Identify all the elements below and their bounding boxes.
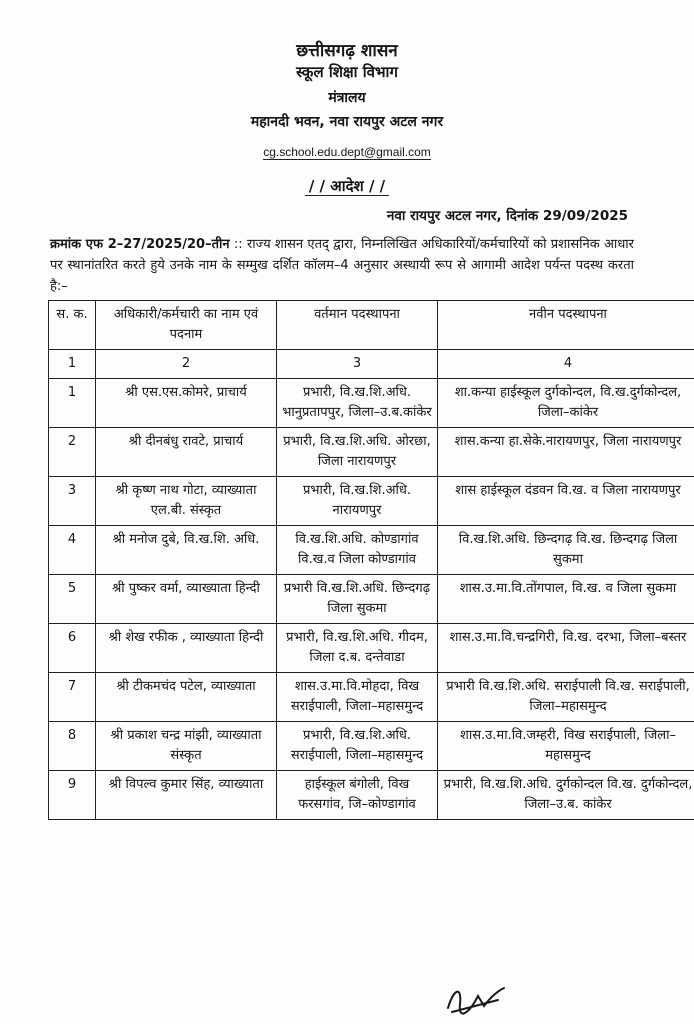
cell-current-posting: वि.ख.शि.अधि. कोण्डागांव वि.ख.व जिला कोण्डागांव <box>277 526 438 575</box>
transfer-table <box>48 300 694 820</box>
signature-mark <box>440 978 510 1018</box>
cell-sn: 2 <box>49 428 96 477</box>
table-row <box>49 526 694 575</box>
email-line <box>0 145 694 159</box>
cell-new-posting: प्रभारी, वि.ख.शि.अधि. दुर्गकोन्दल वि.ख. दुर्गकोन्दल, जिला–उ.ब. कांकेर <box>438 771 694 820</box>
table-row <box>49 771 694 820</box>
order-intro <box>50 234 634 297</box>
place-date: नवा रायपुर अटल नगर, दिनांक 29/09/2025 <box>386 208 628 224</box>
cell-name: श्री टीकमचंद पटेल, व्याख्याता <box>96 673 277 722</box>
office-address: महानदी भवन, नवा रायपुर अटल नगर <box>250 114 444 130</box>
cell-sn: 7 <box>49 673 96 722</box>
order-reference: क्रमांक एफ 2–27/2025/20–तीन <box>50 237 230 252</box>
cell-sn: 5 <box>49 575 96 624</box>
cell-new-posting: शा.कन्या हाईस्कूल दुर्गकोन्दल, वि.ख.दुर्गकोन्दल, जिला–कांकेर <box>438 379 694 428</box>
cell-current-posting: प्रभारी, वि.ख.शि.अधि. नारायणपुर <box>277 477 438 526</box>
cell-new-posting: प्रभारी वि.ख.शि.अधि. सराईपाली वि.ख. सराईपाली, जिला–महासमुन्द <box>438 673 694 722</box>
cell-sn: 6 <box>49 624 96 673</box>
table-row <box>49 477 694 526</box>
header-current-posting: वर्तमान पदस्थापना <box>277 301 438 350</box>
table-row <box>49 722 694 771</box>
cell-sn: 8 <box>49 722 96 771</box>
cell-current-posting: प्रभारी, वि.ख.शि.अधि. भानुप्रतापपुर, जिला–उ.ब.कांकेर <box>277 379 438 428</box>
cell-name: श्री दीनबंधु रावटे, प्राचार्य <box>96 428 277 477</box>
cell-name: श्री मनोज दुबे, वि.ख.शि. अधि. <box>96 526 277 575</box>
table-row <box>49 379 694 428</box>
table-row <box>49 428 694 477</box>
cell-new-posting: शास.कन्या हा.सेके.नारायणपुर, जिला नारायणपुर <box>438 428 694 477</box>
order-heading <box>0 176 694 196</box>
cell-sn: 3 <box>49 477 96 526</box>
cell-sn: 9 <box>49 771 96 820</box>
cell-current-posting: शास.उ.मा.वि.मोहदा, विख सराईपाली, जिला–महासमुन्द <box>277 673 438 722</box>
col-num-1: 1 <box>49 350 96 379</box>
department-title: स्कूल शिक्षा विभाग <box>296 63 398 81</box>
cell-name: श्री एस.एस.कोमरे, प्राचार्य <box>96 379 277 428</box>
cell-current-posting: प्रभारी, वि.ख.शि.अधि. ओरछा, जिला नारायणपुर <box>277 428 438 477</box>
cell-name: श्री कृष्ण नाथ गोटा, व्याख्याता एल.बी. संस्कृत <box>96 477 277 526</box>
column-number-row <box>49 350 694 379</box>
cell-current-posting: प्रभारी, वि.ख.शि.अधि. गीदम, जिला द.ब. दन्तेवाडा <box>277 624 438 673</box>
cell-name: श्री विपल्व कुमार सिंह, व्याख्याता <box>96 771 277 820</box>
cell-new-posting: शास हाईस्कूल दंडवन वि.ख. व जिला नारायणपुर <box>438 477 694 526</box>
government-title: छत्तीसगढ़ शासन <box>296 41 398 61</box>
order-intro-text: :: राज्य शासन एतद् द्वारा, निम्नलिखित अधिकारियों/कर्मचारियों को प्रशासनिक आधार पर स्थानांतरित करते हुये उनके नाम के सम्मुख दर्शित कॉलम–4 अनुसार अस्थायी रूप से आगामी आदेश पर्यन्त पदस्थ करता है:– <box>50 237 634 294</box>
cell-new-posting: शास.उ.मा.वि.चन्द्रगिरी, वि.ख. दरभा, जिला–बस्तर <box>438 624 694 673</box>
ministry-title: मंत्रालय <box>328 90 366 106</box>
cell-current-posting: प्रभारी वि.ख.शि.अधि. छिन्दगढ़ जिला सुकमा <box>277 575 438 624</box>
table-header-row <box>49 301 694 350</box>
cell-sn: 1 <box>49 379 96 428</box>
col-num-3: 3 <box>277 350 438 379</box>
cell-new-posting: शास.उ.मा.वि.तोंगपाल, वि.ख. व जिला सुकमा <box>438 575 694 624</box>
cell-sn: 4 <box>49 526 96 575</box>
order-title: / / आदेश / / <box>305 177 389 196</box>
cell-name: श्री पुष्कर वर्मा, व्याख्याता हिन्दी <box>96 575 277 624</box>
cell-name: श्री शेख रफीक , व्याख्याता हिन्दी <box>96 624 277 673</box>
cell-new-posting: वि.ख.शि.अधि. छिन्दगढ़ वि.ख. छिन्दगढ़ जिला सुकमा <box>438 526 694 575</box>
cell-current-posting: प्रभारी, वि.ख.शि.अधि. सराईपाली, जिला–महासमुन्द <box>277 722 438 771</box>
header-sn: स. क. <box>49 301 96 350</box>
table-row <box>49 624 694 673</box>
table-row <box>49 575 694 624</box>
header-new-posting: नवीन पदस्थापना <box>438 301 694 350</box>
cell-name: श्री प्रकाश चन्द्र मांझी, व्याख्याता संस्कृत <box>96 722 277 771</box>
cell-new-posting: शास.उ.मा.वि.जम्हरी, विख सराईपाली, जिला–महासमुन्द <box>438 722 694 771</box>
col-num-2: 2 <box>96 350 277 379</box>
cell-current-posting: हाईस्कूल बंगोली, विख फरसगांव, जि–कोण्डागांव <box>277 771 438 820</box>
table-row <box>49 673 694 722</box>
header-name: अधिकारी/कर्मचारी का नाम एवं पदनाम <box>96 301 277 350</box>
email-address[interactable]: cg.school.edu.dept@gmail.com <box>263 145 431 159</box>
col-num-4: 4 <box>438 350 694 379</box>
